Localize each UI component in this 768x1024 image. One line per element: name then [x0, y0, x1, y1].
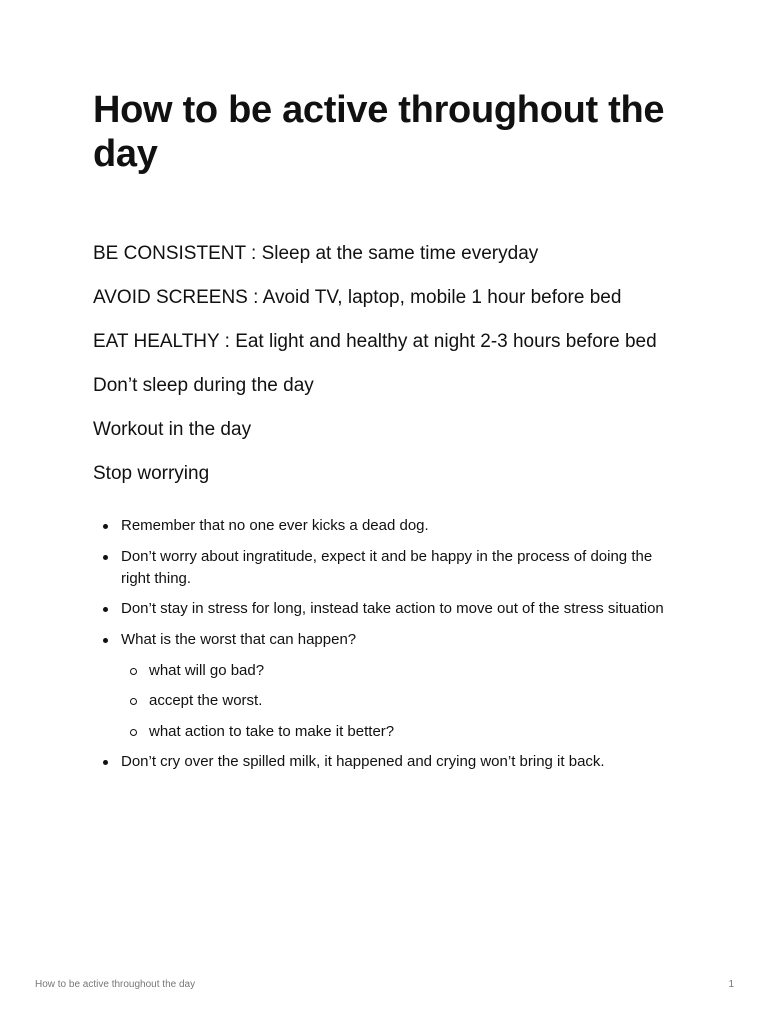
heading-dont-sleep: Don’t sleep during the day	[93, 375, 314, 396]
list-item-text: Don’t worry about ingratitude, expect it and be happy in the process of doing the right thing.	[121, 547, 653, 587]
section-headings	[93, 243, 673, 507]
sub-list-item-text: what action to take to make it better?	[149, 722, 395, 740]
bullet-dot	[103, 760, 108, 765]
sub-list-item	[121, 721, 673, 743]
list-item-text: Remember that no one ever kicks a dead dog.	[121, 517, 429, 534]
list-item	[93, 598, 673, 620]
list-item	[93, 515, 673, 537]
heading-eat-healthy: EAT HEALTHY : Eat light and healthy at night 2-3 hours before bed	[93, 331, 657, 352]
sub-list-item-text: what will go bad?	[149, 661, 265, 679]
footer-page-number: 1	[728, 979, 734, 990]
bullet-dot	[103, 638, 108, 643]
sub-list-item	[121, 690, 673, 712]
bullet-ring	[130, 668, 137, 675]
list-item-text: Don’t cry over the spilled milk, it happened and crying won’t bring it back.	[121, 753, 605, 770]
bullet-ring	[130, 698, 137, 705]
heading-avoid-screens: AVOID SCREENS : Avoid TV, laptop, mobile 1 hour before bed	[93, 287, 622, 308]
footer-title: How to be active throughout the day	[35, 979, 196, 990]
heading-be-consistent: BE CONSISTENT : Sleep at the same time everyday	[93, 243, 539, 264]
list-item	[93, 751, 673, 773]
page-title: How to be active throughout the day	[93, 89, 665, 175]
heading-stop-worrying: Stop worrying	[93, 463, 210, 484]
list-item-text: Don’t stay in stress for long, instead take action to move out of the stress situation	[121, 600, 664, 617]
sub-list-item	[121, 660, 673, 682]
bullet-dot	[103, 555, 108, 560]
heading-workout: Workout in the day	[93, 419, 252, 440]
bullet-dot	[103, 607, 108, 612]
bullet-dot	[103, 524, 108, 529]
bullet-list	[93, 515, 673, 782]
sub-list-item-text: accept the worst.	[149, 692, 263, 709]
bullet-ring	[130, 729, 137, 736]
list-item	[93, 629, 673, 743]
sub-bullet-list	[121, 660, 673, 743]
list-item-text: What is the worst that can happen?	[121, 630, 357, 648]
list-item	[93, 546, 673, 590]
